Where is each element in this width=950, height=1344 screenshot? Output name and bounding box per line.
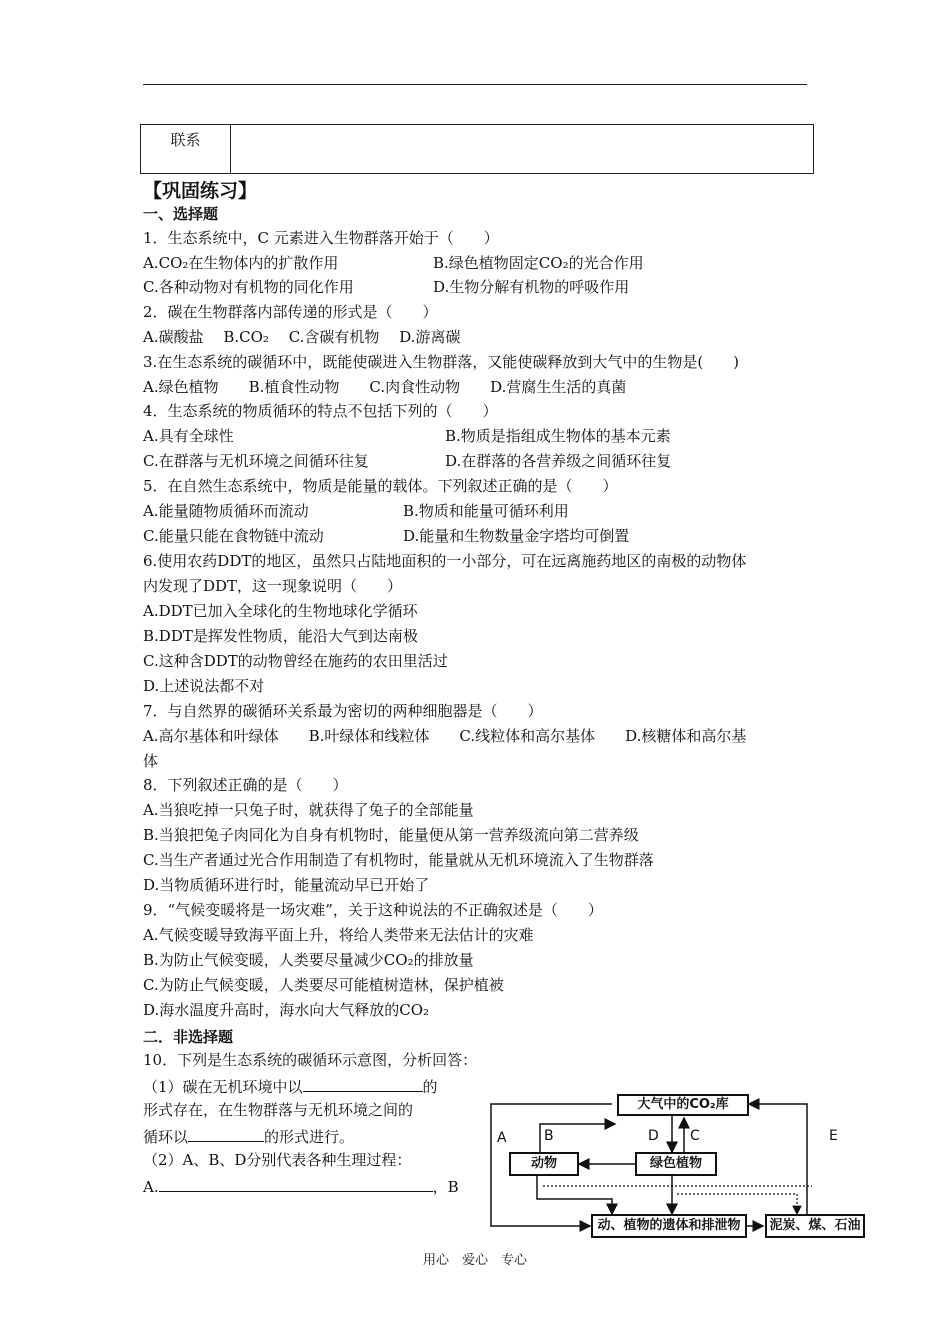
q8-option-a: A.当狼吃掉一只兔子时，就获得了兔子的全部能量 — [143, 801, 474, 819]
q6-option-a: A.DDT已加入全球化的生物地球化学循环 — [143, 602, 418, 620]
carbon-cycle-diagram — [487, 1094, 869, 1244]
q7-options: A.高尔基体和叶绿体 B.叶绿体和线粒体 C.线粒体和高尔基体 D.核糖体和高尔基 — [143, 727, 747, 745]
q1-stem: 1．生态系统中，C 元素进入生物群落开始于（ ） — [143, 229, 499, 247]
q9-option-b: B.为防止气候变暖，人类要尽量减少CO₂的排放量 — [143, 951, 474, 969]
q5-option-b: B.物质和能量可循环利用 — [403, 502, 569, 520]
q8-stem: 8．下列叙述正确的是（ ） — [143, 776, 348, 794]
q1-option-d: D.生物分解有机物的呼吸作用 — [433, 278, 630, 296]
q5-option-a: A.能量随物质循环而流动 — [143, 502, 309, 520]
label-d: D — [648, 1128, 659, 1144]
q6-option-c: C.这种含DDT的动物曾经在施药的农田里活过 — [143, 652, 448, 670]
q10-stem: 10．下列是生态系统的碳循环示意图，分析回答： — [143, 1051, 478, 1069]
q10-part1-line1 — [143, 1075, 438, 1097]
q1-option-a: A.CO₂在生物体内的扩散作用 — [143, 254, 339, 272]
q9-option-d: D.海水温度升高时，海水向大气释放的CO₂ — [143, 1001, 430, 1019]
q4-option-a: A.具有全球性 — [143, 427, 234, 445]
co2-pool-box: 大气中的CO₂库 — [617, 1094, 749, 1116]
q7-options-wrap: 体 — [143, 752, 159, 770]
page-footer: 用心 爱心 专心 — [422, 1253, 527, 1268]
q4-option-b: B.物质是指组成生物体的基本元素 — [445, 427, 671, 445]
q10-blank-2[interactable] — [188, 1125, 264, 1142]
q2-stem: 2．碳在生物群落内部传递的形式是（ ） — [143, 303, 438, 321]
q6-stem-1: 6.使用农药DDT的地区，虽然只占陆地面积的一小部分，可在远离施药地区的南极的动物体 — [143, 552, 747, 570]
q1-option-b: B.绿色植物固定CO₂的光合作用 — [433, 254, 644, 272]
q9-option-c: C.为防止气候变暖，人类要尽可能植树造林，保护植被 — [143, 976, 504, 994]
arrow-e — [749, 1104, 807, 1214]
label-a: A — [497, 1130, 507, 1146]
q10-part1-text-a: （1）碳在无机环境中以 — [143, 1078, 303, 1096]
q10-part1-text-d: 循环以 — [143, 1128, 189, 1146]
q9-option-a: A.气候变暖导致海平面上升，将给人类带来无法估计的灾难 — [143, 926, 534, 944]
table-row-label: 联系 — [141, 125, 231, 173]
remains-box: 动、植物的遗体和排泄物 — [591, 1214, 747, 1238]
q4-option-c: C.在群落与无机环境之间循环往复 — [143, 452, 369, 470]
part2-title: 二．非选择题 — [143, 1028, 234, 1046]
q10-part1-line3 — [143, 1125, 354, 1147]
q5-stem: 5．在自然生态系统中，物质是能量的载体。下列叙述正确的是（ ） — [143, 477, 618, 495]
q3-stem: 3.在生态系统的碳循环中，既能使碳进入生物群落，又能使碳释放到大气中的生物是( ) — [143, 353, 740, 371]
q10-part1-line2: 形式存在，在生物群落与无机环境之间的 — [143, 1101, 414, 1119]
q10-part3-text-b: ，B — [432, 1178, 459, 1196]
part1-title: 一、选择题 — [143, 205, 219, 223]
q6-option-b: B.DDT是挥发性物质，能沿大气到达南极 — [143, 627, 418, 645]
q6-stem-2: 内发现了DDT，这一现象说明（ ） — [143, 577, 403, 595]
q8-option-c: C.当生产者通过光合作用制造了有机物时，能量就从无机环境流入了生物群落 — [143, 851, 654, 869]
label-c: C — [690, 1128, 700, 1144]
q10-blank-1[interactable] — [303, 1075, 423, 1092]
dotted-arrow-to-fossil — [677, 1194, 797, 1214]
q10-part1-text-e: 的形式进行。 — [264, 1128, 355, 1146]
q6-option-d: D.上述说法都不对 — [143, 677, 265, 695]
q8-option-b: B.当狼把兔子肉同化为自身有机物时，能量便从第一营养级流向第二营养级 — [143, 826, 639, 844]
q7-stem: 7．与自然界的碳循环关系最为密切的两种细胞器是（ ） — [143, 702, 543, 720]
q10-part3-text-a: A. — [143, 1178, 159, 1196]
q10-part2: （2）A、B、D分别代表各种生理过程： — [143, 1151, 412, 1169]
relation-table — [140, 124, 814, 174]
section-title: 【巩固练习】 — [143, 180, 258, 202]
arrow-animals-to-remains — [537, 1176, 612, 1214]
fossil-fuel-box: 泥炭、煤、石油 — [765, 1214, 865, 1238]
q10-blank-3[interactable] — [159, 1175, 433, 1192]
q1-option-c: C.各种动物对有机物的同化作用 — [143, 278, 354, 296]
label-b: B — [544, 1128, 554, 1144]
q4-stem: 4．生态系统的物质循环的特点不包括下列的（ ） — [143, 402, 498, 420]
top-rule — [143, 84, 807, 85]
label-e: E — [829, 1128, 838, 1144]
q2-options: A.碳酸盐 B.CO₂ C.含碳有机物 D.游离碳 — [143, 328, 461, 346]
q3-options: A.绿色植物 B.植食性动物 C.肉食性动物 D.营腐生生活的真菌 — [143, 378, 627, 396]
q4-option-d: D.在群落的各营养级之间循环往复 — [445, 452, 672, 470]
animals-box: 动物 — [509, 1152, 579, 1176]
q10-part1-text-b: 的 — [422, 1078, 438, 1096]
q5-option-d: D.能量和生物数量金字塔均可倒置 — [403, 527, 630, 545]
q5-option-c: C.能量只能在食物链中流动 — [143, 527, 324, 545]
q9-stem: 9．“气候变暖将是一场灾难”，关于这种说法的不正确叙述是（ ） — [143, 901, 603, 919]
green-plants-box: 绿色植物 — [635, 1152, 717, 1176]
q10-part3-line — [143, 1175, 459, 1197]
q8-option-d: D.当物质循环进行时，能量流动早已开始了 — [143, 876, 430, 894]
